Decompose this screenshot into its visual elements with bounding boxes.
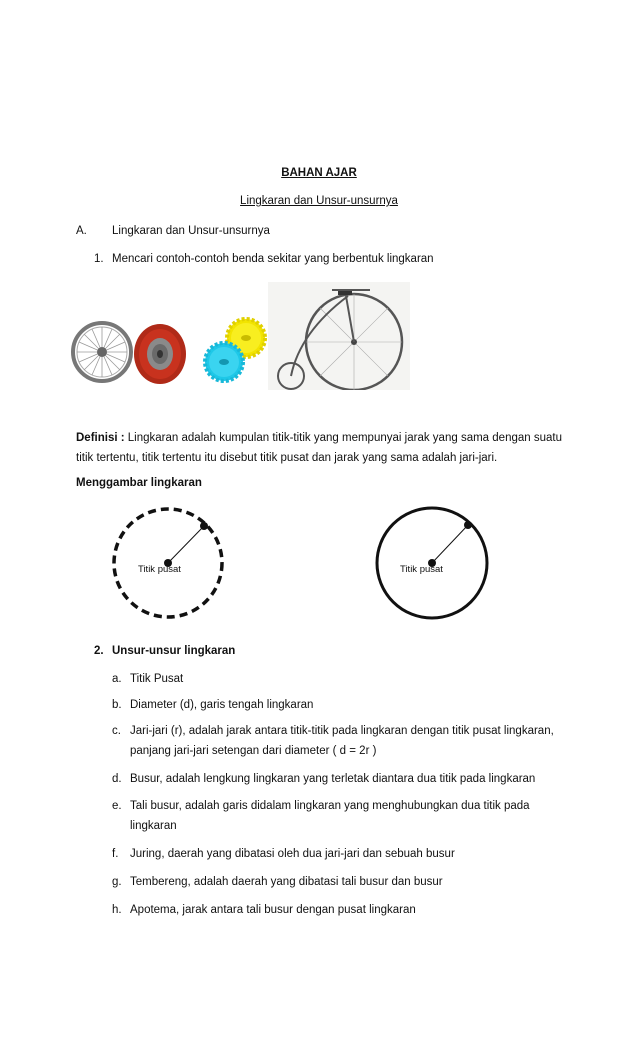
elements-title: Unsur-unsur lingkaran	[112, 645, 236, 657]
document-title: BAHAN AJAR	[281, 167, 357, 179]
list-item: c. Jari-jari (r), adalah jarak antara titik-titik pada lingkaran dengan titik pusat lingkaran,	[112, 725, 554, 737]
list-item: d. Busur, adalah lengkung lingkaran yang terletak diantara dua titik pada lingkaran	[112, 773, 536, 785]
cyan-gear-image	[205, 343, 243, 381]
section-a-marker: A.	[76, 225, 87, 237]
solid-circle-radius	[432, 525, 468, 563]
bicycle-image	[268, 282, 410, 390]
step-1-text: Mencari contoh-contoh benda sekitar yang berbentuk lingkaran	[112, 253, 434, 265]
list-item-continuation: lingkaran	[130, 820, 177, 832]
section-a-title: Lingkaran dan Unsur-unsurnya	[112, 225, 270, 237]
list-item: g. Tembereng, adalah daerah yang dibatasi tali busur dan busur	[112, 876, 443, 888]
step-1-marker: 1.	[94, 253, 104, 265]
dashed-circle-edge-point	[200, 522, 208, 530]
document-subtitle: Lingkaran dan Unsur-unsurnya	[240, 195, 398, 207]
center-label-left: Titik pusat	[138, 564, 181, 575]
spoked-wheel-image	[73, 323, 131, 381]
dashed-circle-radius	[168, 526, 204, 563]
list-item: b. Diameter (d), garis tengah lingkaran	[112, 699, 314, 711]
list-item-continuation: panjang jari-jari setengan dari diameter ( d = 2r )	[130, 745, 377, 757]
definition-text: Lingkaran adalah kumpulan titik-titik yang mempunyai jarak yang sama dengan suatu titik tertentu, titik tertentu itu disebut titik pusat dan jarak yang sama adalah jari-jari.	[76, 432, 562, 464]
definition-paragraph	[76, 428, 562, 468]
list-item: e. Tali busur, adalah garis didalam lingkaran yang menghubungkan dua titik pada	[112, 800, 530, 812]
list-item: f. Juring, daerah yang dibatasi oleh dua jari-jari dan sebuah busur	[112, 848, 455, 860]
drawing-heading: Menggambar lingkaran	[76, 477, 202, 489]
elements-marker: 2.	[94, 645, 104, 657]
list-item: a. Titik Pusat	[112, 673, 184, 685]
solid-circle-edge-point	[464, 521, 472, 529]
red-roller-image	[134, 324, 186, 384]
circle-examples-image	[70, 282, 410, 390]
list-item: h. Apotema, jarak antara tali busur dengan pusat lingkaran	[112, 904, 416, 916]
definition-label: Definisi :	[76, 432, 125, 444]
center-label-right: Titik pusat	[400, 564, 443, 575]
